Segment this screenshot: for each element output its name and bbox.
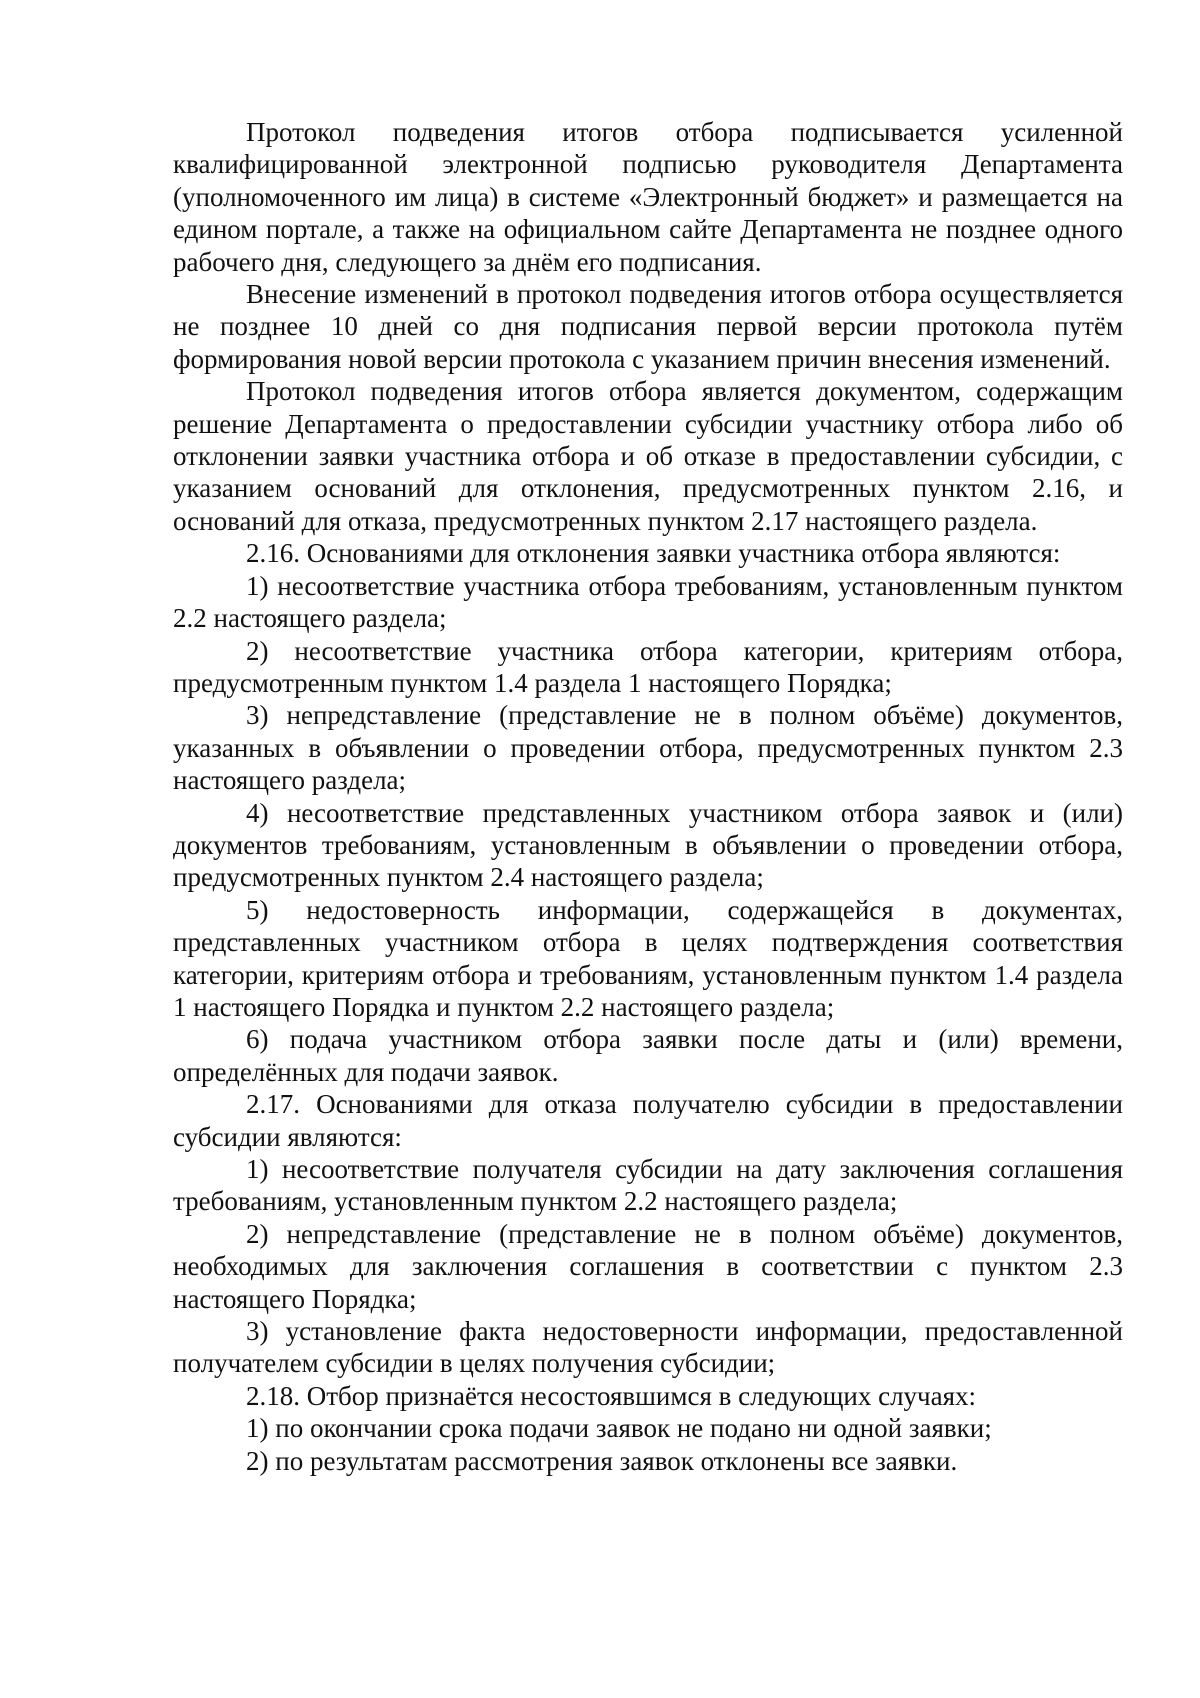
- clause-2-16-item-4: 4) несоответствие представленных участником отбора заявок и (или) документов требованиям, установленным в объявлении о проведении отбора, предусмотренных пунктом 2.4 настоящего раздела;: [173, 797, 1123, 893]
- clause-2-17-item-3: 3) установление факта недостоверности информации, предоставленной получателем субсидии в целях получения субсидии;: [173, 1316, 1123, 1379]
- clause-2-16-item-3: 3) непредставление (представление не в полном объёме) документов, указанных в объявлении о проведении отбора, предусмотренных пунктом 2.3 настоящего раздела;: [173, 700, 1123, 796]
- clause-2-16-heading: 2.16. Основаниями для отклонения заявки участника отбора являются:: [246, 538, 1061, 569]
- clause-2-18-item-2: 2) по результатам рассмотрения заявок отклонены все заявки.: [246, 1445, 958, 1476]
- paragraph-protocol-changes: Внесение изменений в протокол подведения итогов отбора осуществляется не позднее 10 дней со дня подписания первой версии протокола путём формирования новой версии протокола с указанием причин внесения изменений.: [173, 279, 1123, 374]
- document-page: [173, 116, 1123, 1477]
- paragraph-protocol-signing: Протокол подведения итогов отбора подписывается усиленной квалифицированной электронной подписью руководителя Департамента (уполномоченного им лица) в системе «Электронный бюджет» и размещается на едином портале, а также на официальном сайте Департамента не позднее одного рабочего дня, следующего за днём его подписания.: [173, 117, 1123, 277]
- clause-2-18-heading: 2.18. Отбор признаётся несостоявшимся в следующих случаях:: [246, 1380, 977, 1411]
- clause-2-17-item-1: 1) несоответствие получателя субсидии на дату заключения соглашения требованиям, установленным пунктом 2.2 настоящего раздела;: [173, 1154, 1123, 1217]
- clause-2-18-item-1: 1) по окончании срока подачи заявок не подано ни одной заявки;: [246, 1413, 992, 1444]
- clause-2-17-item-2: 2) непредставление (представление не в полном объёме) документов, необходимых для заключения соглашения в соответствии с пунктом 2.3 настоящего Порядка;: [173, 1218, 1123, 1314]
- clause-2-16-item-5: 5) недостоверность информации, содержащейся в документах, представленных участником отбора в целях подтверждения соответствия категории, критериям отбора и требованиям, установленным пунктом 1.4 раздела 1 настоящего Порядка и пунктом 2.2 настоящего раздела;: [173, 894, 1123, 1022]
- clause-2-16-item-1: 1) несоответствие участника отбора требованиям, установленным пунктом 2.2 настоящего раздела;: [173, 570, 1123, 634]
- clause-2-16-item-2: 2) несоответствие участника отбора категории, критериям отбора, предусмотренным пунктом 1.4 раздела 1 настоящего Порядка;: [173, 635, 1123, 698]
- clause-2-17-heading: 2.17. Основаниями для отказа получателю субсидии в предоставлении субсидии являются:: [173, 1089, 1123, 1152]
- paragraph-protocol-decision: Протокол подведения итогов отбора является документом, содержащим решение Департамента о предоставлении субсидии участнику отбора либо об отклонении заявки участника отбора и об отказе в предоставлении субсидии, с указанием оснований для отклонения, предусмотренных пунктом 2.16, и оснований для отказа, предусмотренных пунктом 2.17 настоящего раздела.: [173, 376, 1123, 536]
- clause-2-16-item-6: 6) подача участником отбора заявки после даты и (или) времени, определённых для подачи заявок.: [173, 1024, 1123, 1087]
